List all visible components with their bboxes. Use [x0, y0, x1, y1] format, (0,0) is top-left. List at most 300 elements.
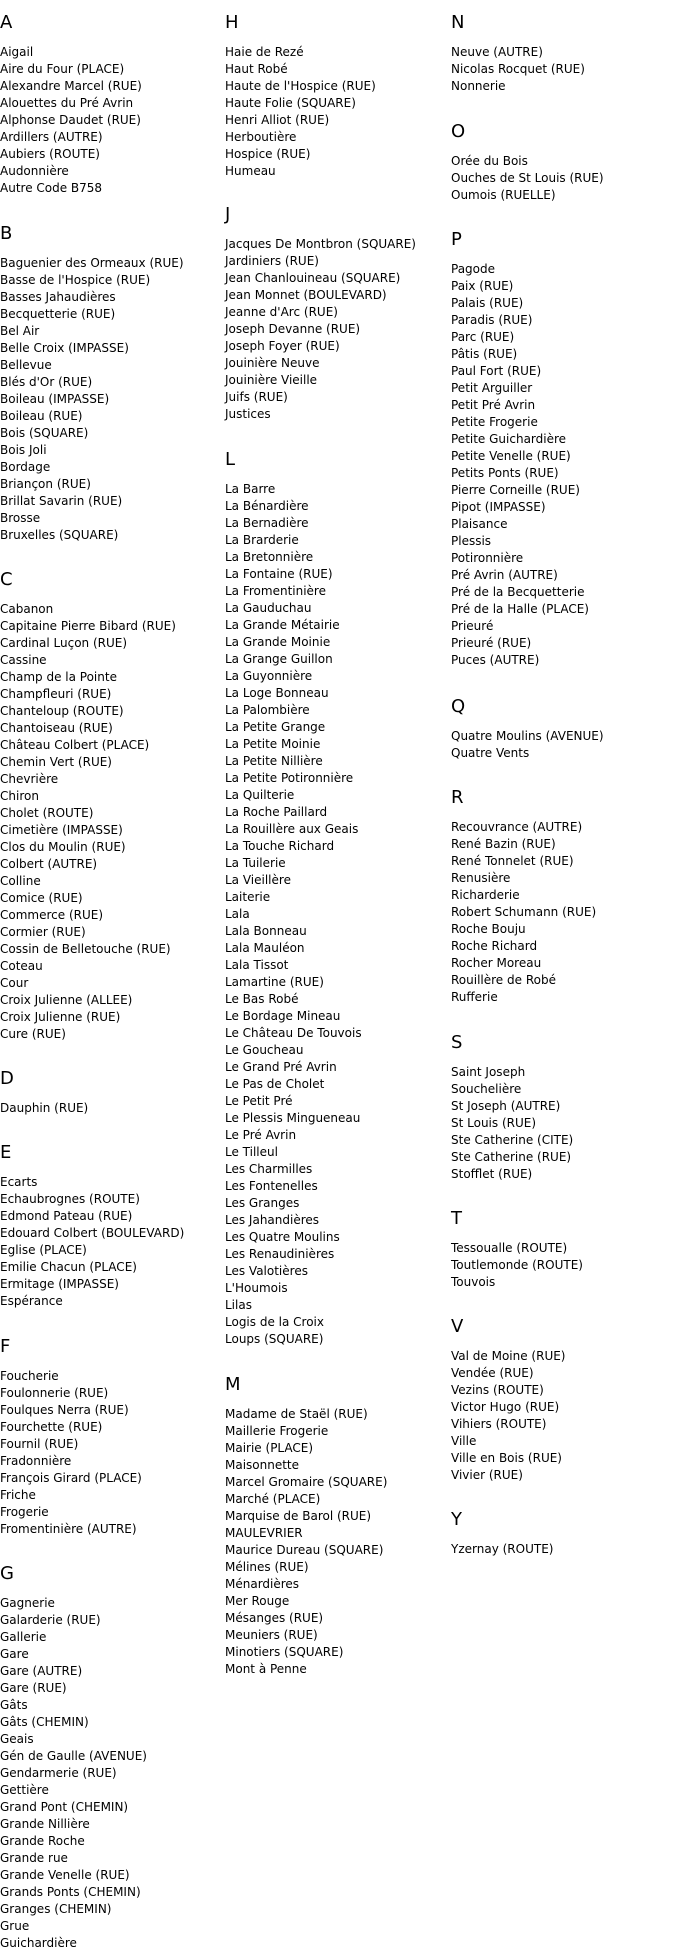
- street-link[interactable]: Becquetterie (RUE): [0, 307, 116, 321]
- street-list: [0, 601, 176, 1043]
- street-link[interactable]: Jouinière Neuve: [225, 356, 320, 370]
- street-link[interactable]: Prieuré (RUE): [451, 636, 532, 650]
- section-letter-heading: D: [0, 1068, 14, 1089]
- letter-section: [451, 1032, 573, 1183]
- street-link[interactable]: Coteau: [0, 959, 43, 973]
- street-link[interactable]: Echaubrognes (ROUTE): [0, 1192, 140, 1206]
- street-link[interactable]: Haute de l'Hospice (RUE): [225, 79, 376, 93]
- street-link[interactable]: La Tuilerie: [225, 856, 286, 870]
- street-link[interactable]: Brillat Savarin (RUE): [0, 494, 123, 508]
- street-link[interactable]: Chemin Vert (RUE): [0, 755, 112, 769]
- street-link[interactable]: Haute Folie (SQUARE): [225, 96, 356, 110]
- street-link[interactable]: Madame de Staël (RUE): [225, 1407, 368, 1421]
- street-link[interactable]: Val de Moine (RUE): [451, 1349, 566, 1363]
- street-link[interactable]: Cure (RUE): [0, 1027, 66, 1041]
- street-link[interactable]: Grande rue: [0, 1851, 68, 1865]
- street-link[interactable]: Henri Alliot (RUE): [225, 113, 330, 127]
- street-link[interactable]: Paix (RUE): [451, 279, 514, 293]
- street-list: [451, 1541, 553, 1558]
- street-list: [225, 1406, 387, 1678]
- street-link[interactable]: Gén de Gaulle (AVENUE): [0, 1749, 147, 1763]
- section-letter-heading: F: [0, 1336, 11, 1357]
- street-link[interactable]: La Guyonnière: [225, 669, 313, 683]
- street-link[interactable]: Les Valotières: [225, 1264, 308, 1278]
- street-link[interactable]: Le Plessis Mingueneau: [225, 1111, 361, 1125]
- street-list: [0, 44, 142, 197]
- street-link[interactable]: Friche: [0, 1488, 36, 1502]
- street-link[interactable]: Fournil (RUE): [0, 1437, 79, 1451]
- street-link[interactable]: Bois Joli: [0, 443, 47, 457]
- street-link[interactable]: Herboutière: [225, 130, 297, 144]
- street-link[interactable]: Autre Code B758: [0, 181, 103, 195]
- street-link[interactable]: Lala Bonneau: [225, 924, 307, 938]
- street-link[interactable]: Champfleuri (RUE): [0, 687, 112, 701]
- street-link[interactable]: Pagode: [451, 262, 496, 276]
- street-list: [0, 1174, 184, 1310]
- street-link[interactable]: Logis de la Croix: [225, 1315, 324, 1329]
- street-link[interactable]: Maisonnette: [225, 1458, 300, 1472]
- street-link[interactable]: Les Granges: [225, 1196, 300, 1210]
- street-link[interactable]: Plaisance: [451, 517, 508, 531]
- street-link[interactable]: Basse de l'Hospice (RUE): [0, 273, 151, 287]
- street-list: [451, 1348, 566, 1484]
- street-link[interactable]: Croix Julienne (RUE): [0, 1010, 121, 1024]
- street-link[interactable]: Bel Air: [0, 324, 40, 338]
- street-link[interactable]: Nicolas Rocquet (RUE): [451, 62, 585, 76]
- street-link[interactable]: La Gauduchau: [225, 601, 312, 615]
- street-link[interactable]: Granges (CHEMIN): [0, 1902, 112, 1916]
- street-link[interactable]: Mélines (RUE): [225, 1560, 309, 1574]
- street-link[interactable]: Souchelière: [451, 1082, 522, 1096]
- street-link[interactable]: Briançon (RUE): [0, 477, 91, 491]
- letter-section: [0, 569, 176, 1043]
- street-link[interactable]: Ardillers (AUTRE): [0, 130, 103, 144]
- street-link[interactable]: Jean Chanlouineau (SQUARE): [225, 271, 401, 285]
- letter-section: [225, 204, 416, 423]
- section-letter-heading: B: [0, 223, 13, 244]
- street-link[interactable]: Grands Ponts (CHEMIN): [0, 1885, 141, 1899]
- street-link[interactable]: Quatre Moulins (AVENUE): [451, 729, 604, 743]
- street-link[interactable]: Basses Jahaudières: [0, 290, 116, 304]
- street-link[interactable]: Bois (SQUARE): [0, 426, 89, 440]
- street-link[interactable]: Tessoualle (ROUTE): [451, 1241, 568, 1255]
- street-link[interactable]: Gare (AUTRE): [0, 1664, 83, 1678]
- street-link[interactable]: Renusière: [451, 871, 511, 885]
- street-link[interactable]: Chanteloup (ROUTE): [0, 704, 124, 718]
- street-link[interactable]: Petits Ponts (RUE): [451, 466, 559, 480]
- street-link[interactable]: Prieuré: [451, 619, 494, 633]
- street-link[interactable]: La Grange Guillon: [225, 652, 333, 666]
- street-link[interactable]: Fromentinière (AUTRE): [0, 1522, 137, 1536]
- street-link[interactable]: Humeau: [225, 164, 276, 178]
- street-link[interactable]: Quatre Vents: [451, 746, 530, 760]
- street-link[interactable]: Les Renaudinières: [225, 1247, 335, 1261]
- street-link[interactable]: Grande Roche: [0, 1834, 85, 1848]
- section-letter-heading: E: [0, 1142, 12, 1163]
- letter-section: [451, 787, 596, 1006]
- street-link[interactable]: Justices: [225, 407, 271, 421]
- street-link[interactable]: Gagnerie: [0, 1596, 55, 1610]
- letter-section: [0, 1142, 184, 1310]
- street-link[interactable]: Boileau (IMPASSE): [0, 392, 110, 406]
- street-link[interactable]: Pré de la Becquetterie: [451, 585, 585, 599]
- street-link[interactable]: Jean Monnet (BOULEVARD): [225, 288, 387, 302]
- street-list: [0, 1100, 88, 1117]
- street-link[interactable]: Nonnerie: [451, 79, 506, 93]
- street-link[interactable]: Grand Pont (CHEMIN): [0, 1800, 129, 1814]
- section-letter-heading: R: [451, 787, 464, 808]
- street-link[interactable]: Croix Julienne (ALLEE): [0, 993, 133, 1007]
- street-link[interactable]: La Fromentinière: [225, 584, 326, 598]
- street-link[interactable]: Gâts (CHEMIN): [0, 1715, 89, 1729]
- street-link[interactable]: Fourchette (RUE): [0, 1420, 103, 1434]
- street-link[interactable]: Petit Pré Avrin: [451, 398, 536, 412]
- street-link[interactable]: Gare (RUE): [0, 1681, 67, 1695]
- street-link[interactable]: Vivier (RUE): [451, 1468, 523, 1482]
- street-link[interactable]: Lilas: [225, 1298, 252, 1312]
- street-link[interactable]: Robert Schumann (RUE): [451, 905, 597, 919]
- street-link[interactable]: L'Houmois: [225, 1281, 288, 1295]
- street-link[interactable]: MAULEVRIER: [225, 1526, 303, 1540]
- street-link[interactable]: Joseph Foyer (RUE): [225, 339, 340, 353]
- street-link[interactable]: Petite Frogerie: [451, 415, 538, 429]
- street-link[interactable]: Alouettes du Pré Avrin: [0, 96, 134, 110]
- street-link[interactable]: Edouard Colbert (BOULEVARD): [0, 1226, 185, 1240]
- street-link[interactable]: Le Petit Pré: [225, 1094, 293, 1108]
- section-letter-heading: C: [0, 569, 13, 590]
- street-link[interactable]: Emilie Chacun (PLACE): [0, 1260, 137, 1274]
- street-link[interactable]: Paradis (RUE): [451, 313, 533, 327]
- street-link[interactable]: Le Grand Pré Avrin: [225, 1060, 337, 1074]
- street-link[interactable]: Grande Venelle (RUE): [0, 1868, 130, 1882]
- street-link[interactable]: Fradonnière: [0, 1454, 72, 1468]
- letter-section: [225, 449, 362, 1348]
- street-list: [0, 1368, 142, 1538]
- street-link[interactable]: La Brarderie: [225, 533, 299, 547]
- street-link[interactable]: Blés d'Or (RUE): [0, 375, 93, 389]
- street-link[interactable]: Yzernay (ROUTE): [451, 1542, 554, 1556]
- street-link[interactable]: Ménardières: [225, 1577, 300, 1591]
- street-link[interactable]: Champ de la Pointe: [0, 670, 117, 684]
- street-link[interactable]: Cour: [0, 976, 29, 990]
- street-link[interactable]: La Bénardière: [225, 499, 309, 513]
- letter-section: [0, 1336, 142, 1538]
- letter-section: [451, 229, 589, 669]
- street-link[interactable]: Capitaine Pierre Bibard (RUE): [0, 619, 176, 633]
- street-link[interactable]: La Petite Grange: [225, 720, 326, 734]
- section-letter-heading: A: [0, 12, 13, 33]
- section-letter-heading: N: [451, 12, 465, 33]
- section-letter-heading: T: [451, 1208, 462, 1229]
- street-link[interactable]: Chevrière: [0, 772, 59, 786]
- street-link[interactable]: Pâtis (RUE): [451, 347, 518, 361]
- street-link[interactable]: Gare: [0, 1647, 29, 1661]
- letter-section: [451, 1208, 583, 1291]
- letter-section: [0, 1068, 88, 1117]
- street-link[interactable]: Foucherie: [0, 1369, 59, 1383]
- street-link[interactable]: Joseph Devanne (RUE): [225, 322, 361, 336]
- street-link[interactable]: La Grande Moinie: [225, 635, 331, 649]
- section-letter-heading: V: [451, 1316, 464, 1337]
- street-link[interactable]: Haie de Rezé: [225, 45, 304, 59]
- street-link[interactable]: Dauphin (RUE): [0, 1101, 89, 1115]
- street-link[interactable]: Ste Catherine (CITE): [451, 1133, 574, 1147]
- street-link[interactable]: Orée du Bois: [451, 154, 528, 168]
- street-link[interactable]: Rufferie: [451, 990, 498, 1004]
- street-link[interactable]: Boileau (RUE): [0, 409, 83, 423]
- street-list: [451, 261, 589, 669]
- street-link[interactable]: Rocher Moreau: [451, 956, 542, 970]
- street-link[interactable]: Chantoiseau (RUE): [0, 721, 113, 735]
- street-link[interactable]: Bordage: [0, 460, 51, 474]
- street-link[interactable]: Pipot (IMPASSE): [451, 500, 546, 514]
- street-link[interactable]: Le Goucheau: [225, 1043, 304, 1057]
- street-link[interactable]: Cholet (ROUTE): [0, 806, 94, 820]
- street-link[interactable]: Maillerie Frogerie: [225, 1424, 329, 1438]
- section-letter-heading: P: [451, 229, 462, 250]
- street-link[interactable]: Toutlemonde (ROUTE): [451, 1258, 583, 1272]
- street-link[interactable]: Clos du Moulin (RUE): [0, 840, 126, 854]
- letter-section: [0, 12, 142, 197]
- letter-section: [225, 1374, 387, 1678]
- street-link[interactable]: Bruxelles (SQUARE): [0, 528, 119, 542]
- street-link[interactable]: Cossin de Belletouche (RUE): [0, 942, 171, 956]
- street-link[interactable]: Petite Guichardière: [451, 432, 567, 446]
- street-link[interactable]: Lala Tissot: [225, 958, 289, 972]
- street-link[interactable]: Lala: [225, 907, 250, 921]
- street-link[interactable]: Cassine: [0, 653, 47, 667]
- street-link[interactable]: Ville en Bois (RUE): [451, 1451, 562, 1465]
- street-list: [225, 236, 416, 423]
- street-link[interactable]: Baguenier des Ormeaux (RUE): [0, 256, 184, 270]
- street-link[interactable]: Mer Rouge: [225, 1594, 290, 1608]
- street-link[interactable]: Oumois (RUELLE): [451, 188, 556, 202]
- section-letter-heading: Q: [451, 696, 466, 717]
- street-link[interactable]: Les Charmilles: [225, 1162, 313, 1176]
- street-list: [0, 255, 184, 544]
- street-list: [451, 1240, 583, 1291]
- street-link[interactable]: Cimetière (IMPASSE): [0, 823, 123, 837]
- street-link[interactable]: Pré de la Halle (PLACE): [451, 602, 589, 616]
- street-link[interactable]: Paul Fort (RUE): [451, 364, 542, 378]
- street-link[interactable]: Gallerie: [0, 1630, 47, 1644]
- street-link[interactable]: La Fontaine (RUE): [225, 567, 333, 581]
- street-link[interactable]: Marché (PLACE): [225, 1492, 321, 1506]
- street-link[interactable]: Parc (RUE): [451, 330, 515, 344]
- street-link[interactable]: Espérance: [0, 1294, 63, 1308]
- street-link[interactable]: Puces (AUTRE): [451, 653, 540, 667]
- street-list: [225, 44, 376, 180]
- street-link[interactable]: Comice (RUE): [0, 891, 83, 905]
- street-link[interactable]: Roche Bouju: [451, 922, 526, 936]
- section-letter-heading: M: [225, 1374, 241, 1395]
- street-link[interactable]: La Roche Paillard: [225, 805, 328, 819]
- street-link[interactable]: Le Tilleul: [225, 1145, 278, 1159]
- street-link[interactable]: Le Bordage Mineau: [225, 1009, 341, 1023]
- section-letter-heading: L: [225, 449, 236, 470]
- letter-section: [0, 223, 184, 544]
- street-link[interactable]: Mairie (PLACE): [225, 1441, 314, 1455]
- street-link[interactable]: Les Fontenelles: [225, 1179, 318, 1193]
- street-link[interactable]: Haut Robé: [225, 62, 288, 76]
- street-link[interactable]: La Bernadière: [225, 516, 309, 530]
- street-link[interactable]: Mésanges (RUE): [225, 1611, 324, 1625]
- street-link[interactable]: Colbert (AUTRE): [0, 857, 98, 871]
- street-link[interactable]: Geais: [0, 1732, 34, 1746]
- section-letter-heading: G: [0, 1563, 14, 1584]
- street-link[interactable]: Recouvrance (AUTRE): [451, 820, 583, 834]
- street-link[interactable]: Victor Hugo (RUE): [451, 1400, 560, 1414]
- street-link[interactable]: Laiterie: [225, 890, 271, 904]
- street-link[interactable]: La Petite Potironnière: [225, 771, 354, 785]
- street-list: [451, 1064, 573, 1183]
- letter-section: [451, 121, 604, 204]
- street-link[interactable]: La Barre: [225, 482, 276, 496]
- street-link[interactable]: René Bazin (RUE): [451, 837, 556, 851]
- street-link[interactable]: Aigail: [0, 45, 34, 59]
- street-link[interactable]: Commerce (RUE): [0, 908, 104, 922]
- street-link[interactable]: Ville: [451, 1434, 477, 1448]
- street-link[interactable]: Vezins (ROUTE): [451, 1383, 544, 1397]
- street-link[interactable]: La Vieillère: [225, 873, 291, 887]
- street-link[interactable]: Les Jahandières: [225, 1213, 320, 1227]
- street-link[interactable]: La Petite Nillière: [225, 754, 323, 768]
- street-link[interactable]: Foulonnerie (RUE): [0, 1386, 109, 1400]
- street-link[interactable]: Jacques De Montbron (SQUARE): [225, 237, 416, 251]
- street-link[interactable]: La Quilterie: [225, 788, 295, 802]
- street-link[interactable]: Galarderie (RUE): [0, 1613, 101, 1627]
- street-link[interactable]: Pré Avrin (AUTRE): [451, 568, 558, 582]
- street-link[interactable]: Juifs (RUE): [225, 390, 288, 404]
- street-link[interactable]: Audonnière: [0, 164, 69, 178]
- street-link[interactable]: Foulques Nerra (RUE): [0, 1403, 129, 1417]
- street-link[interactable]: St Joseph (AUTRE): [451, 1099, 561, 1113]
- street-link[interactable]: Pierre Corneille (RUE): [451, 483, 580, 497]
- street-link[interactable]: Richarderie: [451, 888, 520, 902]
- street-link[interactable]: Frogerie: [0, 1505, 49, 1519]
- street-link[interactable]: Le Château De Touvois: [225, 1026, 362, 1040]
- street-list: [451, 44, 585, 95]
- street-link[interactable]: La Bretonnière: [225, 550, 314, 564]
- street-link[interactable]: Petit Arguiller: [451, 381, 533, 395]
- street-link[interactable]: Cormier (RUE): [0, 925, 86, 939]
- street-link[interactable]: Ste Catherine (RUE): [451, 1150, 572, 1164]
- street-link[interactable]: Petite Venelle (RUE): [451, 449, 571, 463]
- street-link[interactable]: Plessis: [451, 534, 492, 548]
- street-link[interactable]: Grue: [0, 1919, 30, 1933]
- letter-section: [451, 696, 604, 762]
- street-link[interactable]: Loups (SQUARE): [225, 1332, 324, 1346]
- letter-section: [451, 12, 585, 95]
- street-link[interactable]: Vihiers (ROUTE): [451, 1417, 547, 1431]
- street-link[interactable]: Potironnière: [451, 551, 524, 565]
- street-link[interactable]: Guichardière: [0, 1936, 77, 1950]
- street-list: [451, 819, 596, 1006]
- street-link[interactable]: Touvois: [451, 1275, 496, 1289]
- street-link[interactable]: Brosse: [0, 511, 41, 525]
- street-link[interactable]: Cardinal Luçon (RUE): [0, 636, 128, 650]
- street-link[interactable]: La Loge Bonneau: [225, 686, 329, 700]
- letter-section: [451, 1509, 553, 1558]
- street-link[interactable]: Vendée (RUE): [451, 1366, 534, 1380]
- street-link[interactable]: La Grande Métairie: [225, 618, 340, 632]
- street-link[interactable]: Rouillère de Robé: [451, 973, 556, 987]
- street-link[interactable]: La Palombière: [225, 703, 310, 717]
- street-link[interactable]: St Louis (RUE): [451, 1116, 537, 1130]
- street-link[interactable]: Maurice Dureau (SQUARE): [225, 1543, 384, 1557]
- street-link[interactable]: Chiron: [0, 789, 39, 803]
- street-link[interactable]: Saint Joseph: [451, 1065, 526, 1079]
- street-link[interactable]: Palais (RUE): [451, 296, 524, 310]
- street-link[interactable]: Edmond Pateau (RUE): [0, 1209, 133, 1223]
- street-list: [225, 481, 362, 1348]
- street-link[interactable]: Le Bas Robé: [225, 992, 299, 1006]
- street-link[interactable]: Meuniers (RUE): [225, 1628, 318, 1642]
- street-link[interactable]: Gettière: [0, 1783, 49, 1797]
- street-link[interactable]: Le Pré Avrin: [225, 1128, 297, 1142]
- section-letter-heading: O: [451, 121, 466, 142]
- letter-section: [451, 1316, 566, 1484]
- street-link[interactable]: Alphonse Daudet (RUE): [0, 113, 141, 127]
- street-link[interactable]: Château Colbert (PLACE): [0, 738, 150, 752]
- street-link[interactable]: Ermitage (IMPASSE): [0, 1277, 119, 1291]
- street-link[interactable]: Belle Croix (IMPASSE): [0, 341, 129, 355]
- street-link[interactable]: Jardiniers (RUE): [225, 254, 319, 268]
- section-letter-heading: J: [225, 204, 231, 225]
- street-link[interactable]: Gâts: [0, 1698, 28, 1712]
- street-link[interactable]: Alexandre Marcel (RUE): [0, 79, 142, 93]
- section-letter-heading: S: [451, 1032, 463, 1053]
- street-link[interactable]: Roche Richard: [451, 939, 538, 953]
- street-link[interactable]: Gendarmerie (RUE): [0, 1766, 117, 1780]
- street-link[interactable]: Mont à Penne: [225, 1662, 307, 1676]
- street-link[interactable]: Aubiers (ROUTE): [0, 147, 100, 161]
- street-link[interactable]: Colline: [0, 874, 41, 888]
- section-letter-heading: Y: [451, 1509, 462, 1530]
- street-link[interactable]: Lala Mauléon: [225, 941, 305, 955]
- street-link[interactable]: La Petite Moinie: [225, 737, 321, 751]
- street-link[interactable]: La Rouillère aux Geais: [225, 822, 359, 836]
- street-link[interactable]: Bellevue: [0, 358, 52, 372]
- street-link[interactable]: Minotiers (SQUARE): [225, 1645, 344, 1659]
- street-link[interactable]: Jeanne d'Arc (RUE): [225, 305, 338, 319]
- street-link[interactable]: Stofflet (RUE): [451, 1167, 533, 1181]
- street-list: [451, 728, 604, 762]
- street-link[interactable]: La Touche Richard: [225, 839, 335, 853]
- street-link[interactable]: Marcel Gromaire (SQUARE): [225, 1475, 388, 1489]
- street-link[interactable]: Jouinière Vieille: [225, 373, 318, 387]
- street-list: [0, 1595, 147, 1952]
- letter-section: [0, 1563, 147, 1952]
- street-link[interactable]: Le Pas de Cholet: [225, 1077, 325, 1091]
- street-link[interactable]: Hospice (RUE): [225, 147, 311, 161]
- street-list: [451, 153, 604, 204]
- street-link[interactable]: Eglise (PLACE): [0, 1243, 87, 1257]
- section-letter-heading: H: [225, 12, 239, 33]
- street-link[interactable]: François Girard (PLACE): [0, 1471, 142, 1485]
- street-link[interactable]: Lamartine (RUE): [225, 975, 324, 989]
- street-link[interactable]: Grande Nillière: [0, 1817, 90, 1831]
- street-link[interactable]: René Tonnelet (RUE): [451, 854, 574, 868]
- street-link[interactable]: Ouches de St Louis (RUE): [451, 171, 604, 185]
- street-link[interactable]: Les Quatre Moulins: [225, 1230, 340, 1244]
- street-link[interactable]: Neuve (AUTRE): [451, 45, 543, 59]
- letter-section: [225, 12, 376, 180]
- street-link[interactable]: Cabanon: [0, 602, 54, 616]
- street-link[interactable]: Marquise de Barol (RUE): [225, 1509, 372, 1523]
- street-link[interactable]: Aire du Four (PLACE): [0, 62, 125, 76]
- street-link[interactable]: Ecarts: [0, 1175, 38, 1189]
